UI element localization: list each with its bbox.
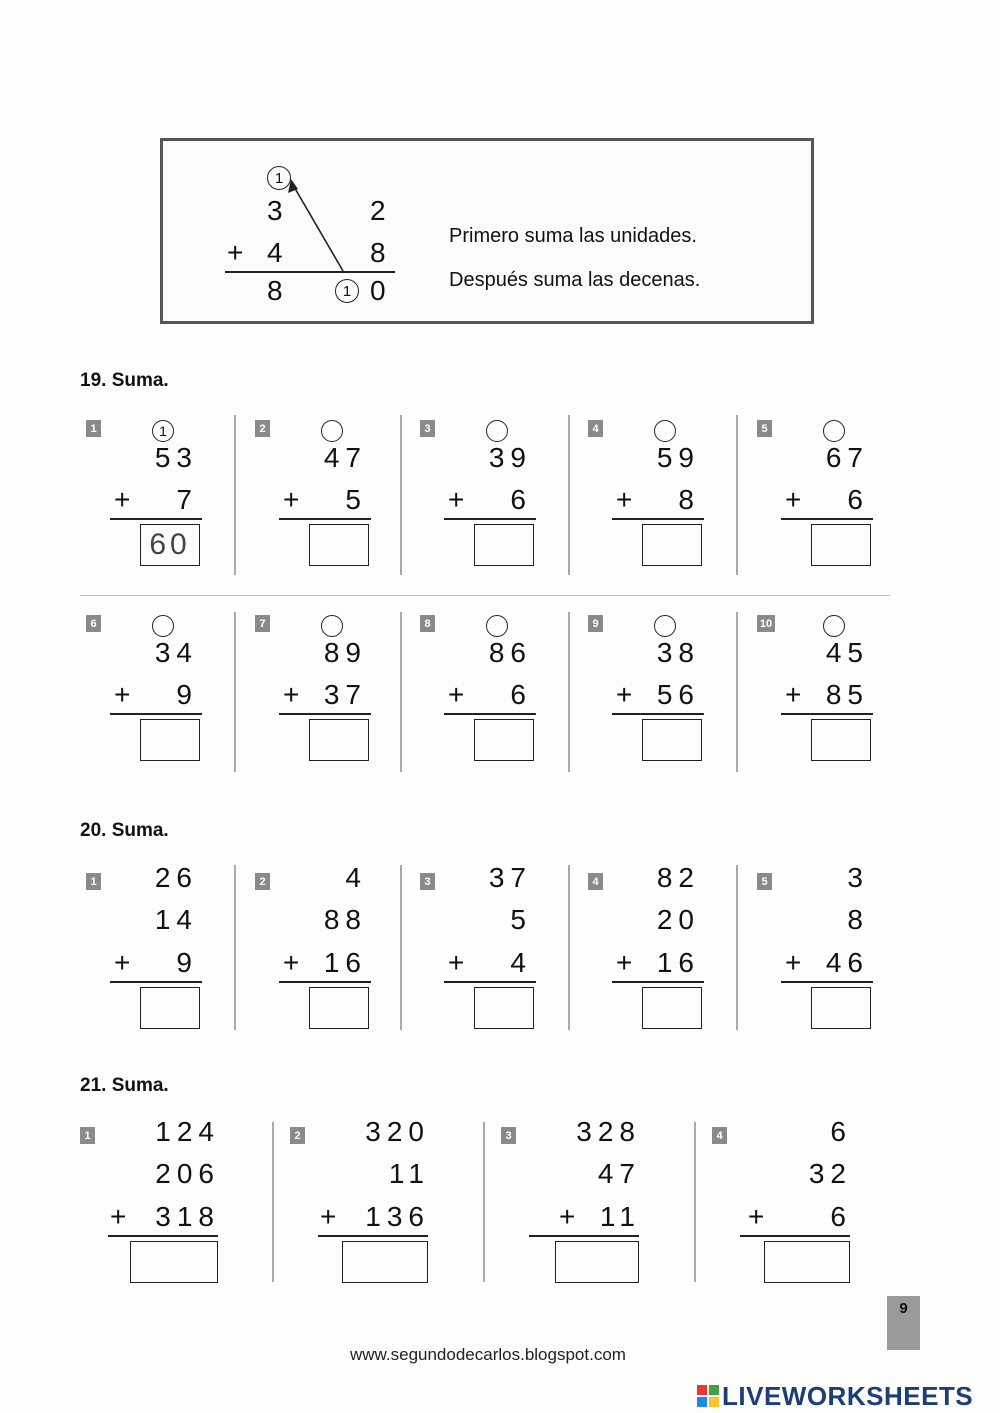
plus-sign: + [616, 947, 633, 978]
problem-number-badge: 1 [80, 1127, 95, 1144]
problem-number-badge: 6 [86, 615, 101, 632]
problem-number-badge: 5 [757, 420, 772, 437]
example-rule [225, 271, 395, 273]
addend-1: 89 [323, 637, 367, 668]
problem-number-badge: 2 [255, 420, 270, 437]
problem-19-6 [86, 615, 254, 795]
addend-1: 6 [830, 1116, 852, 1147]
answer-box[interactable] [642, 719, 702, 761]
problem-number-badge: 10 [757, 615, 775, 632]
addend-2: 32 [808, 1158, 852, 1189]
answer-box[interactable] [474, 524, 534, 566]
addend-1: 53 [154, 442, 198, 473]
example-top-units: 2 [370, 195, 386, 226]
addend-1: 37 [488, 862, 532, 893]
answer-box[interactable] [642, 987, 702, 1029]
liveworksheets-wordmark: LIVEWORKSHEETS [722, 1380, 974, 1411]
problem-number-badge: 4 [712, 1127, 727, 1144]
section-19-title: 19. Suma. [80, 370, 169, 391]
example-plus: + [227, 237, 244, 268]
sum-rule [781, 518, 873, 520]
answer-box[interactable] [140, 987, 200, 1029]
addend-1: 328 [576, 1116, 641, 1147]
example-result-tens: 8 [267, 275, 283, 306]
example-line-1: Primero suma las unidades. [449, 225, 697, 247]
addend-1: 45 [825, 637, 869, 668]
plus-sign: + [785, 947, 802, 978]
plus-sign: + [748, 1201, 765, 1232]
addend-2: 37 [323, 679, 367, 710]
answer-box[interactable] [642, 524, 702, 566]
problem-number-badge: 3 [501, 1127, 516, 1144]
addend-1: 39 [488, 442, 532, 473]
sum-rule [444, 713, 536, 715]
addend-2: 6 [510, 679, 532, 710]
carry-circle[interactable] [486, 615, 508, 637]
column-divider [694, 1122, 696, 1282]
problem-number-badge: 1 [86, 873, 101, 890]
addend-3: 4 [510, 947, 532, 978]
addend-2: 5 [345, 484, 367, 515]
problem-19-10 [757, 615, 925, 795]
addend-3: 318 [155, 1201, 220, 1232]
problem-20-5 [757, 862, 925, 1048]
addend-3: 46 [825, 947, 869, 978]
problem-21-4 [712, 1116, 902, 1302]
answer-box[interactable] [764, 1241, 850, 1283]
addend-1: 124 [155, 1116, 220, 1147]
carry-circle[interactable] [654, 420, 676, 442]
answer-box[interactable] [474, 719, 534, 761]
carry-circle[interactable] [152, 615, 174, 637]
answer-box[interactable] [342, 1241, 428, 1283]
addend-3: 16 [323, 947, 367, 978]
addend-1: 34 [154, 637, 198, 668]
addend-2: 5 [510, 904, 532, 935]
problem-number-badge: 2 [255, 873, 270, 890]
answer-box[interactable] [811, 987, 871, 1029]
carry-circle[interactable] [823, 420, 845, 442]
example-box [160, 138, 814, 324]
sum-rule [612, 518, 704, 520]
problem-21-1 [80, 1116, 270, 1302]
example-line-2: Después suma las decenas. [449, 269, 701, 291]
problem-number-badge: 5 [757, 873, 772, 890]
problem-19-1 [86, 420, 254, 600]
sum-rule [612, 981, 704, 983]
plus-sign: + [283, 484, 300, 515]
liveworksheets-icon [697, 1385, 719, 1407]
addend-2: 11 [388, 1158, 430, 1189]
answer-box[interactable] [555, 1241, 639, 1283]
problem-number-badge: 8 [420, 615, 435, 632]
problem-19-3 [420, 420, 588, 600]
sum-rule [110, 981, 202, 983]
carry-circle[interactable] [486, 420, 508, 442]
problem-number-badge: 1 [86, 420, 101, 437]
sum-rule [444, 518, 536, 520]
carry-circle[interactable] [654, 615, 676, 637]
plus-sign: + [785, 679, 802, 710]
answer-box[interactable] [309, 719, 369, 761]
addend-1: 4 [345, 862, 367, 893]
addend-3: 6 [830, 1201, 852, 1232]
example-bottom-tens: 4 [267, 237, 283, 268]
problem-20-3 [420, 862, 588, 1048]
column-divider [272, 1122, 274, 1282]
plus-sign: + [114, 947, 131, 978]
problem-19-5 [757, 420, 925, 600]
problem-19-4 [588, 420, 756, 600]
answer-box[interactable] [811, 719, 871, 761]
addend-2: 206 [155, 1158, 220, 1189]
sum-rule [612, 713, 704, 715]
problem-21-3 [501, 1116, 691, 1302]
plus-sign: + [283, 679, 300, 710]
sum-rule [110, 713, 202, 715]
plus-sign: + [559, 1201, 576, 1232]
plus-sign: + [616, 679, 633, 710]
problem-19-8 [420, 615, 588, 795]
carry-circle[interactable]: 1 [152, 420, 174, 442]
column-divider [483, 1122, 485, 1282]
problem-number-badge: 7 [255, 615, 270, 632]
addend-2: 6 [847, 484, 869, 515]
section-21-title: 21. Suma. [80, 1075, 169, 1096]
problem-20-4 [588, 862, 756, 1048]
addend-2: 47 [597, 1158, 641, 1189]
plus-sign: + [114, 679, 131, 710]
sum-rule [110, 518, 202, 520]
answer-box[interactable] [309, 524, 369, 566]
problem-number-badge: 3 [420, 873, 435, 890]
addend-2: 85 [825, 679, 869, 710]
plus-sign: + [283, 947, 300, 978]
problem-20-1 [86, 862, 254, 1048]
problem-19-7 [255, 615, 423, 795]
plus-sign: + [448, 484, 465, 515]
sum-rule [108, 1235, 218, 1237]
addend-3: 9 [176, 947, 198, 978]
answer-box[interactable]: 60 [140, 524, 200, 566]
addend-2: 9 [176, 679, 198, 710]
plus-sign: + [785, 484, 802, 515]
liveworksheets-logo[interactable] [697, 1380, 974, 1411]
footer-url[interactable]: www.segundodecarlos.blogspot.com [350, 1345, 626, 1364]
addend-1: 320 [365, 1116, 430, 1147]
plus-sign: + [616, 484, 633, 515]
addend-3: 136 [365, 1201, 430, 1232]
answer-box[interactable] [811, 524, 871, 566]
problem-19-9 [588, 615, 756, 795]
problem-number-badge: 3 [420, 420, 435, 437]
page-number: 9 [887, 1296, 920, 1350]
sum-rule [529, 1235, 639, 1237]
sum-rule [279, 713, 371, 715]
plus-sign: + [448, 679, 465, 710]
answer-box[interactable] [130, 1241, 218, 1283]
sum-rule [740, 1235, 850, 1237]
addend-2: 7 [176, 484, 198, 515]
addend-1: 38 [656, 637, 700, 668]
answer-box[interactable] [474, 987, 534, 1029]
addend-2: 6 [510, 484, 532, 515]
addend-2: 8 [678, 484, 700, 515]
plus-sign: + [320, 1201, 337, 1232]
answer-box[interactable] [140, 719, 200, 761]
sum-rule [279, 518, 371, 520]
addend-3: 16 [656, 947, 700, 978]
example-bottom-units: 8 [370, 237, 386, 268]
problem-number-badge: 4 [588, 873, 603, 890]
sum-rule [444, 981, 536, 983]
addend-1: 47 [323, 442, 367, 473]
sum-rule [781, 981, 873, 983]
addend-1: 59 [656, 442, 700, 473]
carry-circle[interactable] [321, 420, 343, 442]
addend-3: 11 [599, 1201, 641, 1232]
addend-1: 67 [825, 442, 869, 473]
plus-sign: + [110, 1201, 127, 1232]
addend-2: 8 [847, 904, 869, 935]
addend-2: 56 [656, 679, 700, 710]
addend-2: 20 [656, 904, 700, 935]
problem-number-badge: 9 [588, 615, 603, 632]
plus-sign: + [448, 947, 465, 978]
carry-circle[interactable] [823, 615, 845, 637]
problem-20-2 [255, 862, 423, 1048]
answer-box[interactable] [309, 987, 369, 1029]
sum-rule [318, 1235, 428, 1237]
sum-rule [279, 981, 371, 983]
addend-2: 14 [154, 904, 198, 935]
sum-rule [781, 713, 873, 715]
addend-2: 88 [323, 904, 367, 935]
example-top-tens: 3 [267, 195, 283, 226]
example-result-carry: 1 [335, 279, 359, 303]
addend-1: 86 [488, 637, 532, 668]
plus-sign: + [114, 484, 131, 515]
problem-number-badge: 2 [290, 1127, 305, 1144]
carry-circle: 1 [267, 166, 291, 190]
problem-21-2 [290, 1116, 480, 1302]
addend-1: 26 [154, 862, 198, 893]
carry-circle[interactable] [321, 615, 343, 637]
example-result-units: 0 [370, 275, 386, 306]
section-20-title: 20. Suma. [80, 820, 169, 841]
addend-1: 82 [656, 862, 700, 893]
problem-19-2 [255, 420, 423, 600]
addend-1: 3 [847, 862, 869, 893]
problem-number-badge: 4 [588, 420, 603, 437]
